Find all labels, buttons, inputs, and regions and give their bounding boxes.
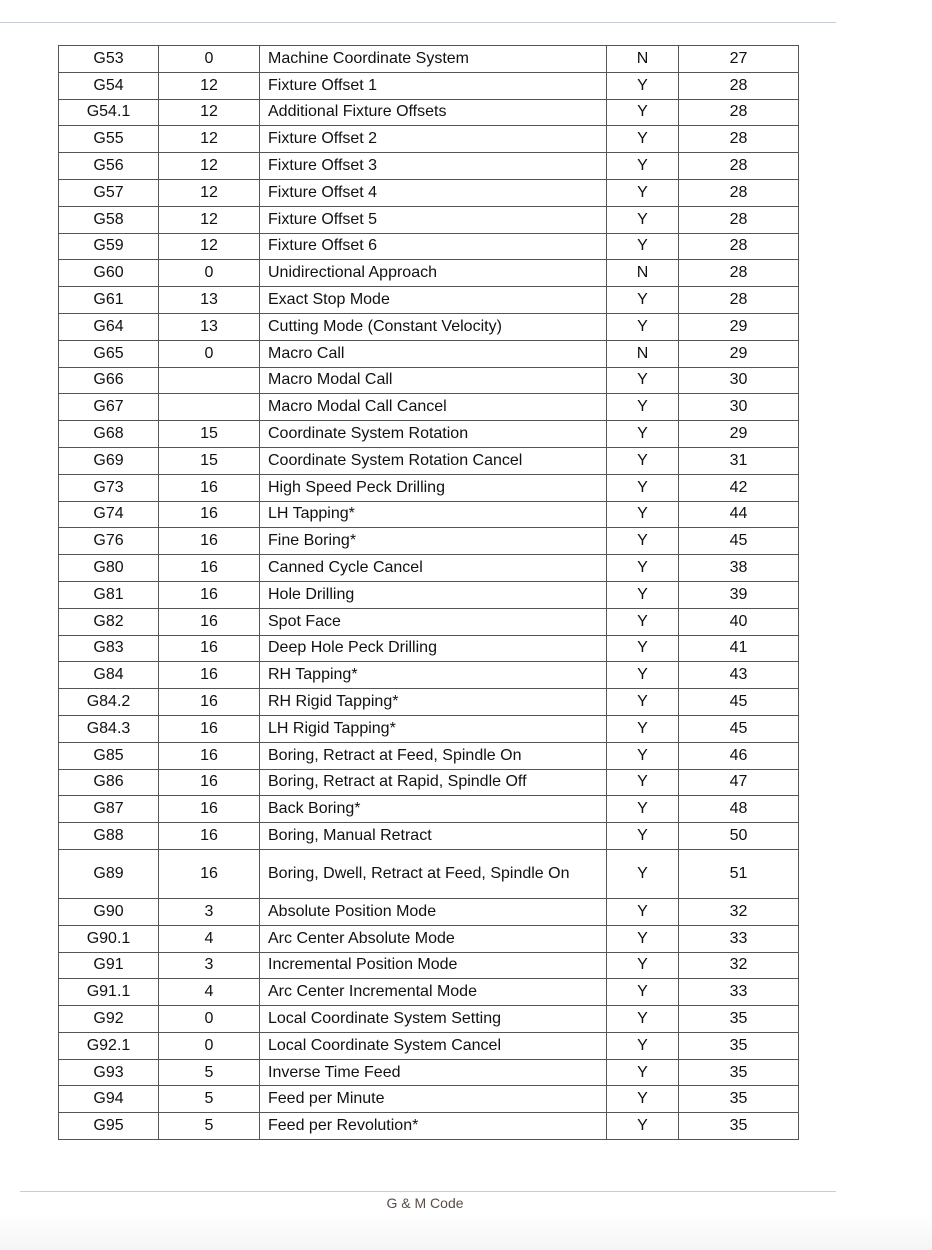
- cell-modal: Y: [607, 1113, 679, 1140]
- cell-modal: Y: [607, 72, 679, 99]
- cell-group: 5: [159, 1086, 260, 1113]
- cell-modal: N: [607, 340, 679, 367]
- cell-modal: Y: [607, 528, 679, 555]
- table-row: [59, 72, 799, 99]
- cell-description: Boring, Dwell, Retract at Feed, Spindle On: [260, 849, 607, 898]
- table-row: [59, 608, 799, 635]
- cell-group: 16: [159, 474, 260, 501]
- cell-code: G81: [59, 581, 159, 608]
- cell-description: Macro Call: [260, 340, 607, 367]
- cell-modal: Y: [607, 581, 679, 608]
- cell-page: 28: [679, 99, 799, 126]
- cell-description: Local Coordinate System Setting: [260, 1006, 607, 1033]
- cell-description: Absolute Position Mode: [260, 898, 607, 925]
- cell-description: Fixture Offset 1: [260, 72, 607, 99]
- cell-code: G53: [59, 46, 159, 73]
- cell-page: 40: [679, 608, 799, 635]
- cell-page: 45: [679, 715, 799, 742]
- cell-page: 35: [679, 1032, 799, 1059]
- cell-modal: Y: [607, 1086, 679, 1113]
- cell-description: Inverse Time Feed: [260, 1059, 607, 1086]
- cell-modal: Y: [607, 608, 679, 635]
- cell-description: Canned Cycle Cancel: [260, 555, 607, 582]
- cell-page: 35: [679, 1113, 799, 1140]
- cell-group: 15: [159, 421, 260, 448]
- cell-page: 27: [679, 46, 799, 73]
- cell-modal: Y: [607, 823, 679, 850]
- cell-code: G90.1: [59, 925, 159, 952]
- cell-description: Deep Hole Peck Drilling: [260, 635, 607, 662]
- table-row: [59, 1113, 799, 1140]
- cell-modal: Y: [607, 689, 679, 716]
- cell-page: 51: [679, 849, 799, 898]
- cell-modal: Y: [607, 126, 679, 153]
- table-row: [59, 340, 799, 367]
- cell-page: 45: [679, 528, 799, 555]
- cell-group: 0: [159, 260, 260, 287]
- cell-page: 28: [679, 126, 799, 153]
- cell-code: G84: [59, 662, 159, 689]
- cell-group: 16: [159, 581, 260, 608]
- table-row: [59, 367, 799, 394]
- cell-code: G82: [59, 608, 159, 635]
- cell-code: G87: [59, 796, 159, 823]
- cell-modal: Y: [607, 501, 679, 528]
- cell-page: 29: [679, 340, 799, 367]
- cell-page: 35: [679, 1086, 799, 1113]
- cell-modal: Y: [607, 474, 679, 501]
- cell-modal: Y: [607, 1059, 679, 1086]
- cell-description: Fixture Offset 2: [260, 126, 607, 153]
- cell-modal: Y: [607, 952, 679, 979]
- cell-page: 44: [679, 501, 799, 528]
- cell-code: G94: [59, 1086, 159, 1113]
- cell-group: 16: [159, 528, 260, 555]
- table-row: [59, 925, 799, 952]
- table-row: [59, 689, 799, 716]
- cell-page: 28: [679, 206, 799, 233]
- cell-modal: Y: [607, 179, 679, 206]
- table-row: [59, 662, 799, 689]
- cell-modal: Y: [607, 635, 679, 662]
- cell-group: 13: [159, 313, 260, 340]
- cell-modal: Y: [607, 769, 679, 796]
- cell-group: 13: [159, 287, 260, 314]
- cell-description: Macro Modal Call Cancel: [260, 394, 607, 421]
- table-row: [59, 849, 799, 898]
- cell-page: 28: [679, 153, 799, 180]
- cell-page: 28: [679, 260, 799, 287]
- cell-code: G91.1: [59, 979, 159, 1006]
- table-row: [59, 46, 799, 73]
- cell-modal: Y: [607, 849, 679, 898]
- cell-code: G95: [59, 1113, 159, 1140]
- cell-group: 12: [159, 233, 260, 260]
- cell-group: 16: [159, 555, 260, 582]
- table-row: [59, 179, 799, 206]
- cell-modal: Y: [607, 1032, 679, 1059]
- cell-modal: Y: [607, 447, 679, 474]
- cell-code: G76: [59, 528, 159, 555]
- cell-group: 12: [159, 72, 260, 99]
- cell-page: 28: [679, 233, 799, 260]
- page-bottom: [0, 1215, 932, 1250]
- cell-code: G88: [59, 823, 159, 850]
- cell-code: G66: [59, 367, 159, 394]
- cell-modal: Y: [607, 153, 679, 180]
- footer-title: G & M Code: [386, 1195, 464, 1211]
- table-row: [59, 979, 799, 1006]
- cell-page: 35: [679, 1006, 799, 1033]
- table-row: [59, 1086, 799, 1113]
- cell-page: 48: [679, 796, 799, 823]
- cell-code: G56: [59, 153, 159, 180]
- cell-description: Feed per Minute: [260, 1086, 607, 1113]
- table-row: [59, 581, 799, 608]
- cell-group: 16: [159, 849, 260, 898]
- cell-group: 16: [159, 662, 260, 689]
- cell-description: Incremental Position Mode: [260, 952, 607, 979]
- cell-description: Exact Stop Mode: [260, 287, 607, 314]
- cell-page: 38: [679, 555, 799, 582]
- cell-modal: Y: [607, 898, 679, 925]
- cell-page: 43: [679, 662, 799, 689]
- cell-code: G80: [59, 555, 159, 582]
- cell-modal: N: [607, 46, 679, 73]
- cell-code: G84.3: [59, 715, 159, 742]
- cell-group: 16: [159, 715, 260, 742]
- cell-description: Hole Drilling: [260, 581, 607, 608]
- cell-modal: Y: [607, 287, 679, 314]
- cell-description: Feed per Revolution*: [260, 1113, 607, 1140]
- cell-code: G65: [59, 340, 159, 367]
- cell-code: G59: [59, 233, 159, 260]
- cell-description: Additional Fixture Offsets: [260, 99, 607, 126]
- cell-description: Arc Center Incremental Mode: [260, 979, 607, 1006]
- cell-page: 32: [679, 952, 799, 979]
- cell-modal: Y: [607, 796, 679, 823]
- cell-page: 33: [679, 925, 799, 952]
- cell-description: Arc Center Absolute Mode: [260, 925, 607, 952]
- cell-group: 16: [159, 689, 260, 716]
- cell-group: 16: [159, 769, 260, 796]
- cell-modal: Y: [607, 313, 679, 340]
- cell-description: Fixture Offset 5: [260, 206, 607, 233]
- table-row: [59, 421, 799, 448]
- cell-code: G74: [59, 501, 159, 528]
- cell-code: G73: [59, 474, 159, 501]
- cell-group: 5: [159, 1059, 260, 1086]
- cell-description: Boring, Retract at Rapid, Spindle Off: [260, 769, 607, 796]
- cell-code: G60: [59, 260, 159, 287]
- cell-description: High Speed Peck Drilling: [260, 474, 607, 501]
- cell-group: 3: [159, 952, 260, 979]
- cell-page: 35: [679, 1059, 799, 1086]
- cell-description: Boring, Manual Retract: [260, 823, 607, 850]
- cell-group: 4: [159, 925, 260, 952]
- table-row: [59, 555, 799, 582]
- cell-code: G67: [59, 394, 159, 421]
- table-row: [59, 313, 799, 340]
- table-row: [59, 474, 799, 501]
- cell-modal: N: [607, 260, 679, 287]
- cell-group: 15: [159, 447, 260, 474]
- cell-group: 16: [159, 823, 260, 850]
- cell-description: RH Tapping*: [260, 662, 607, 689]
- cell-modal: Y: [607, 99, 679, 126]
- cell-modal: Y: [607, 662, 679, 689]
- table-row: [59, 635, 799, 662]
- cell-modal: Y: [607, 555, 679, 582]
- table-row: [59, 769, 799, 796]
- cell-group: 12: [159, 99, 260, 126]
- cell-modal: Y: [607, 206, 679, 233]
- cell-page: 41: [679, 635, 799, 662]
- table-row: [59, 501, 799, 528]
- cell-description: Fine Boring*: [260, 528, 607, 555]
- table-row: [59, 153, 799, 180]
- table-row: [59, 260, 799, 287]
- cell-group: 4: [159, 979, 260, 1006]
- cell-group: 16: [159, 742, 260, 769]
- cell-page: 32: [679, 898, 799, 925]
- cell-code: G93: [59, 1059, 159, 1086]
- table-row: [59, 394, 799, 421]
- cell-group: 12: [159, 153, 260, 180]
- cell-description: Coordinate System Rotation: [260, 421, 607, 448]
- cell-description: Unidirectional Approach: [260, 260, 607, 287]
- cell-group: 0: [159, 46, 260, 73]
- table-row: [59, 715, 799, 742]
- table-row: [59, 447, 799, 474]
- cell-code: G86: [59, 769, 159, 796]
- gcode-table: [58, 45, 799, 1140]
- cell-description: Coordinate System Rotation Cancel: [260, 447, 607, 474]
- cell-code: G64: [59, 313, 159, 340]
- cell-page: 33: [679, 979, 799, 1006]
- cell-page: 50: [679, 823, 799, 850]
- cell-code: G68: [59, 421, 159, 448]
- cell-page: 28: [679, 179, 799, 206]
- cell-group: 0: [159, 1006, 260, 1033]
- cell-description: LH Tapping*: [260, 501, 607, 528]
- cell-modal: Y: [607, 1006, 679, 1033]
- table-row: [59, 952, 799, 979]
- cell-description: Spot Face: [260, 608, 607, 635]
- cell-code: G55: [59, 126, 159, 153]
- cell-code: G54: [59, 72, 159, 99]
- table-row: [59, 528, 799, 555]
- cell-group: 16: [159, 635, 260, 662]
- cell-page: 42: [679, 474, 799, 501]
- cell-page: 47: [679, 769, 799, 796]
- cell-code: G61: [59, 287, 159, 314]
- table-row: [59, 287, 799, 314]
- cell-modal: Y: [607, 421, 679, 448]
- cell-code: G57: [59, 179, 159, 206]
- table-row: [59, 796, 799, 823]
- cell-modal: Y: [607, 394, 679, 421]
- cell-group: 16: [159, 796, 260, 823]
- cell-code: G90: [59, 898, 159, 925]
- cell-page: 31: [679, 447, 799, 474]
- cell-code: G92: [59, 1006, 159, 1033]
- cell-group: 12: [159, 126, 260, 153]
- cell-group: 12: [159, 179, 260, 206]
- cell-group: 0: [159, 340, 260, 367]
- cell-group: 0: [159, 1032, 260, 1059]
- cell-page: 45: [679, 689, 799, 716]
- cell-page: 29: [679, 313, 799, 340]
- cell-description: Back Boring*: [260, 796, 607, 823]
- cell-code: G91: [59, 952, 159, 979]
- table-row: [59, 1006, 799, 1033]
- table-row: [59, 742, 799, 769]
- table-row: [59, 126, 799, 153]
- cell-group: 16: [159, 608, 260, 635]
- cell-group: [159, 367, 260, 394]
- cell-group: 5: [159, 1113, 260, 1140]
- cell-page: 30: [679, 394, 799, 421]
- cell-page: 30: [679, 367, 799, 394]
- cell-group: 16: [159, 501, 260, 528]
- table-row: [59, 99, 799, 126]
- cell-code: G89: [59, 849, 159, 898]
- cell-group: [159, 394, 260, 421]
- cell-code: G58: [59, 206, 159, 233]
- cell-modal: Y: [607, 979, 679, 1006]
- cell-page: 29: [679, 421, 799, 448]
- cell-description: Fixture Offset 4: [260, 179, 607, 206]
- cell-description: Cutting Mode (Constant Velocity): [260, 313, 607, 340]
- cell-group: 3: [159, 898, 260, 925]
- footer-rule: [20, 1191, 836, 1192]
- table-row: [59, 898, 799, 925]
- cell-page: 28: [679, 287, 799, 314]
- cell-description: Fixture Offset 6: [260, 233, 607, 260]
- table-row: [59, 1059, 799, 1086]
- cell-group: 12: [159, 206, 260, 233]
- cell-code: G85: [59, 742, 159, 769]
- cell-code: G54.1: [59, 99, 159, 126]
- cell-modal: Y: [607, 367, 679, 394]
- cell-page: 46: [679, 742, 799, 769]
- cell-description: Boring, Retract at Feed, Spindle On: [260, 742, 607, 769]
- cell-code: G69: [59, 447, 159, 474]
- table-row: [59, 206, 799, 233]
- cell-description: Machine Coordinate System: [260, 46, 607, 73]
- header-rule: [0, 22, 836, 23]
- table-row: [59, 233, 799, 260]
- cell-modal: Y: [607, 742, 679, 769]
- cell-modal: Y: [607, 925, 679, 952]
- cell-description: Fixture Offset 3: [260, 153, 607, 180]
- cell-description: Macro Modal Call: [260, 367, 607, 394]
- cell-modal: Y: [607, 715, 679, 742]
- cell-description: LH Rigid Tapping*: [260, 715, 607, 742]
- cell-page: 28: [679, 72, 799, 99]
- cell-description: Local Coordinate System Cancel: [260, 1032, 607, 1059]
- cell-code: G84.2: [59, 689, 159, 716]
- cell-code: G83: [59, 635, 159, 662]
- cell-page: 39: [679, 581, 799, 608]
- table-row: [59, 1032, 799, 1059]
- cell-description: RH Rigid Tapping*: [260, 689, 607, 716]
- cell-code: G92.1: [59, 1032, 159, 1059]
- cell-modal: Y: [607, 233, 679, 260]
- table-row: [59, 823, 799, 850]
